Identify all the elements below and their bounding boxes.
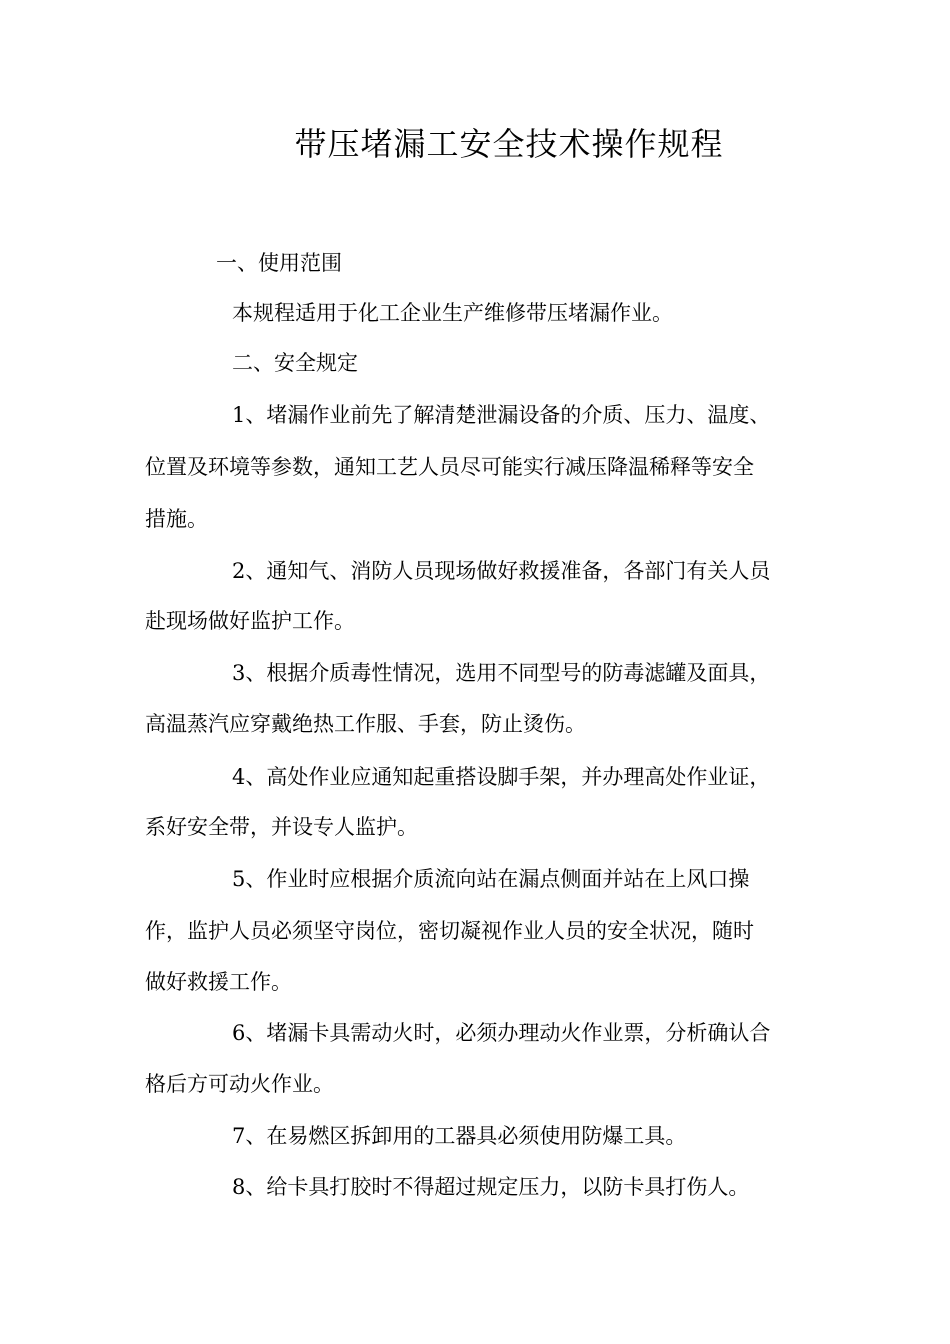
scope-text: 本规程适用于化工企业生产维修带压堵漏作业。 [232,301,673,325]
rule-1-line-2: 位置及环境等参数，通知工艺人员尽可能实行减压降温稀释等安全 [145,455,754,479]
rule-1-line-3: 措施。 [145,507,208,531]
document-title: 带压堵漏工安全技术操作规程 [294,125,724,163]
rule-7-line-1: 7、在易燃区拆卸用的工器具必须使用防爆工具。 [232,1124,687,1148]
rule-4-line-2: 系好安全带，并设专人监护。 [145,815,418,839]
rule-6-line-2: 格后方可动火作业。 [145,1072,334,1096]
rule-5-line-2: 作，监护人员必须坚守岗位，密切凝视作业人员的安全状况，随时 [145,919,754,943]
rule-4-line-1: 4、高处作业应通知起重搭设脚手架，并办理高处作业证， [232,765,771,789]
rule-1-line-1: 1、堵漏作业前先了解清楚泄漏设备的介质、压力、温度、 [232,403,771,427]
rule-3-line-1: 3、根据介质毒性情况，选用不同型号的防毒滤罐及面具， [232,661,771,685]
rule-2-line-1: 2、通知气、消防人员现场做好救援准备，各部门有关人员 [232,559,771,583]
rule-6-line-1: 6、堵漏卡具需动火时，必须办理动火作业票，分析确认合 [232,1021,771,1045]
rule-2-line-2: 赴现场做好监护工作。 [145,609,355,633]
rule-8-line-1: 8、给卡具打胶时不得超过规定压力，以防卡具打伤人。 [232,1175,750,1199]
rule-5-line-3: 做好救援工作。 [145,970,292,994]
rule-3-line-2: 高温蒸汽应穿戴绝热工作服、手套，防止烫伤。 [145,712,586,736]
rules-heading: 二、安全规定 [232,351,358,375]
rule-5-line-1: 5、作业时应根据介质流向站在漏点侧面并站在上风口操 [232,867,750,891]
scope-heading: 一、使用范围 [216,251,342,275]
